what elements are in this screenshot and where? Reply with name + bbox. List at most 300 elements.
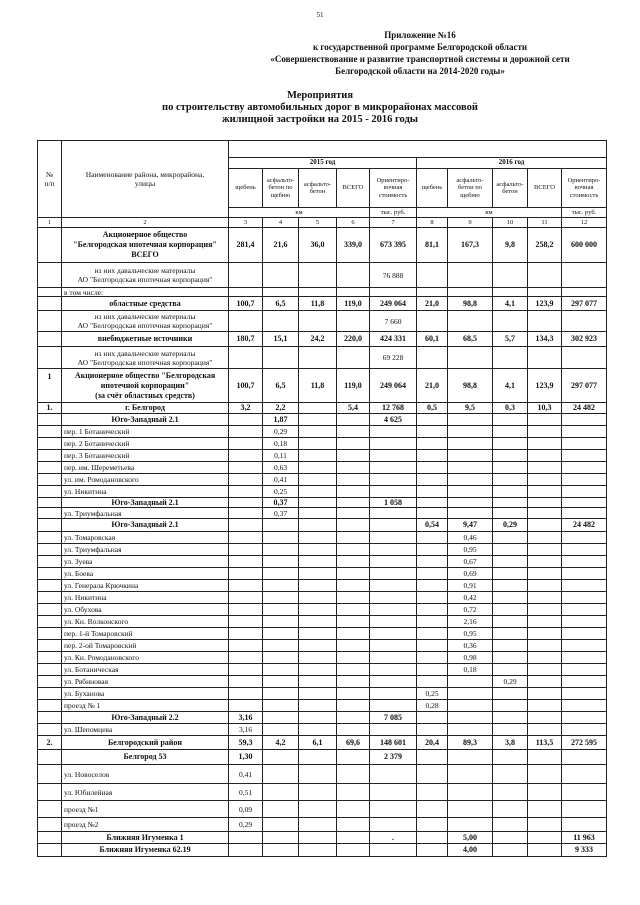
asphalt-on-gravel-2015-cell: 0,37 <box>263 498 299 508</box>
asphalt-on-gravel-2016-cell: 9,5 <box>448 403 493 414</box>
cost-2015-cell: 76 888 <box>370 263 417 288</box>
cost-2015-cell <box>370 844 417 857</box>
cost-2015-cell <box>370 450 417 462</box>
total-2016-cell <box>528 616 562 628</box>
cost-2016-cell <box>562 801 607 818</box>
asphalt-2015-cell <box>299 438 337 450</box>
cost-2015-cell <box>370 519 417 532</box>
gravel-2015-cell <box>229 426 263 438</box>
cost-2015-cell <box>370 438 417 450</box>
appendix-line: «Совершенствование и развитие транспортной системы и дорожной сети <box>270 54 570 64</box>
gravel-2016-cell: 0,54 <box>417 519 448 532</box>
gravel-2015-cell <box>229 844 263 857</box>
total-2015-cell <box>337 652 370 664</box>
row-name-cell: ул. Кн. Ромодановского <box>62 652 229 664</box>
asphalt-2015-cell <box>299 712 337 724</box>
row-number-cell: 1 <box>38 369 62 403</box>
cost-2016-cell <box>562 462 607 474</box>
asphalt-2015-cell <box>299 604 337 616</box>
cost-2016-cell <box>562 652 607 664</box>
gravel-2015-cell: 3,16 <box>229 712 263 724</box>
column-number: 8 <box>417 218 448 228</box>
table-row <box>38 263 607 288</box>
asphalt-2015-cell <box>299 592 337 604</box>
road-construction-table <box>37 140 607 857</box>
row-number-cell <box>38 784 62 801</box>
total-2015-cell: 119,0 <box>337 297 370 311</box>
header-asphalt-2015: асфальто- бетон <box>299 169 337 208</box>
row-number-cell <box>38 347 62 369</box>
gravel-2016-cell <box>417 664 448 676</box>
asphalt-2015-cell: 11,8 <box>299 369 337 403</box>
table-row <box>38 450 607 462</box>
page-number: 51 <box>316 11 324 19</box>
total-2015-cell <box>337 724 370 736</box>
cost-2016-cell <box>562 750 607 765</box>
cost-2016-cell <box>562 544 607 556</box>
asphalt-2015-cell <box>299 832 337 844</box>
row-name-cell: ул. Никитина <box>62 486 229 498</box>
asphalt-2016-cell <box>493 765 528 784</box>
asphalt-2015-cell <box>299 263 337 288</box>
gravel-2015-cell <box>229 263 263 288</box>
row-name-cell: ул. Боева <box>62 568 229 580</box>
total-2016-cell <box>528 765 562 784</box>
row-number-cell <box>38 712 62 724</box>
gravel-2016-cell <box>417 498 448 508</box>
row-name-cell: ул. Юбилейная <box>62 784 229 801</box>
asphalt-2016-cell <box>493 750 528 765</box>
table-row <box>38 462 607 474</box>
column-number: 3 <box>229 218 263 228</box>
asphalt-on-gravel-2015-cell <box>263 604 299 616</box>
asphalt-2016-cell <box>493 556 528 568</box>
asphalt-2016-cell <box>493 664 528 676</box>
cost-2016-cell: 297 077 <box>562 297 607 311</box>
total-2016-cell <box>528 580 562 592</box>
cost-2016-cell <box>562 414 607 426</box>
row-number-cell <box>38 311 62 332</box>
asphalt-2015-cell <box>299 765 337 784</box>
cost-2016-cell <box>562 568 607 580</box>
column-number: 12 <box>562 218 607 228</box>
asphalt-2016-cell <box>493 640 528 652</box>
row-number-cell <box>38 832 62 844</box>
column-number: 6 <box>337 218 370 228</box>
asphalt-on-gravel-2016-cell <box>448 426 493 438</box>
asphalt-on-gravel-2016-cell: 0,95 <box>448 628 493 640</box>
asphalt-on-gravel-2015-cell: 1,87 <box>263 414 299 426</box>
unit-cost-2016: тыс. руб. <box>562 208 607 218</box>
gravel-2016-cell <box>417 616 448 628</box>
asphalt-2015-cell <box>299 347 337 369</box>
gravel-2015-cell <box>229 474 263 486</box>
row-number-cell <box>38 486 62 498</box>
cost-2015-cell <box>370 604 417 616</box>
table-row <box>38 844 607 857</box>
asphalt-2016-cell <box>493 688 528 700</box>
asphalt-on-gravel-2016-cell <box>448 288 493 297</box>
total-2015-cell <box>337 568 370 580</box>
asphalt-2015-cell <box>299 664 337 676</box>
cost-2015-cell: 12 768 <box>370 403 417 414</box>
cost-2015-cell: 7 660 <box>370 311 417 332</box>
asphalt-2015-cell <box>299 801 337 818</box>
total-2015-cell <box>337 640 370 652</box>
cost-2015-cell <box>370 676 417 688</box>
row-name-cell: Белгород 53 <box>62 750 229 765</box>
asphalt-2016-cell: 0,29 <box>493 676 528 688</box>
cost-2015-cell <box>370 486 417 498</box>
table-row <box>38 765 607 784</box>
header-gravel-2015: щебень <box>229 169 263 208</box>
asphalt-2016-cell: 4,1 <box>493 297 528 311</box>
row-number-cell <box>38 700 62 712</box>
asphalt-on-gravel-2016-cell <box>448 474 493 486</box>
table-row <box>38 712 607 724</box>
asphalt-2015-cell <box>299 556 337 568</box>
column-number: 7 <box>370 218 417 228</box>
cost-2016-cell <box>562 765 607 784</box>
total-2015-cell <box>337 288 370 297</box>
asphalt-on-gravel-2015-cell <box>263 818 299 832</box>
asphalt-2015-cell <box>299 519 337 532</box>
asphalt-2016-cell <box>493 311 528 332</box>
asphalt-on-gravel-2016-cell: 89,3 <box>448 736 493 750</box>
total-2016-cell <box>528 750 562 765</box>
cost-2016-cell <box>562 592 607 604</box>
asphalt-2016-cell <box>493 498 528 508</box>
gravel-2015-cell: 0,09 <box>229 801 263 818</box>
table-row <box>38 414 607 426</box>
column-number: 1 <box>38 218 62 228</box>
gravel-2016-cell: 0,25 <box>417 688 448 700</box>
total-2016-cell <box>528 462 562 474</box>
cost-2016-cell <box>562 724 607 736</box>
asphalt-2015-cell: 36,0 <box>299 228 337 263</box>
cost-2015-cell <box>370 784 417 801</box>
total-2015-cell <box>337 519 370 532</box>
cost-2015-cell: 424 331 <box>370 332 417 347</box>
total-2016-cell <box>528 556 562 568</box>
asphalt-2016-cell <box>493 462 528 474</box>
gravel-2016-cell <box>417 628 448 640</box>
cost-2016-cell <box>562 604 607 616</box>
asphalt-on-gravel-2016-cell: 0,36 <box>448 640 493 652</box>
asphalt-on-gravel-2016-cell: 2,16 <box>448 616 493 628</box>
heading-line: жилищной застройки на 2015 - 2016 годы <box>222 114 418 125</box>
gravel-2015-cell <box>229 700 263 712</box>
asphalt-on-gravel-2016-cell: 98,8 <box>448 297 493 311</box>
row-number-cell <box>38 414 62 426</box>
cost-2016-cell <box>562 347 607 369</box>
cost-2016-cell <box>562 508 607 519</box>
appendix-line: к государственной программе Белгородской области <box>312 42 528 52</box>
asphalt-on-gravel-2016-cell: 167,3 <box>448 228 493 263</box>
asphalt-on-gravel-2015-cell <box>263 664 299 676</box>
header-asphalt-on-gravel-2015: асфальто- бетон по щебню <box>263 169 299 208</box>
cost-2016-cell <box>562 311 607 332</box>
row-number-cell <box>38 438 62 450</box>
cost-2015-cell <box>370 568 417 580</box>
cost-2016-cell: 24 482 <box>562 519 607 532</box>
row-number-cell <box>38 474 62 486</box>
table-row <box>38 616 607 628</box>
row-number-cell <box>38 544 62 556</box>
row-name-cell: ул. Кн. Волконского <box>62 616 229 628</box>
cost-2016-cell <box>562 263 607 288</box>
asphalt-2015-cell <box>299 640 337 652</box>
gravel-2016-cell <box>417 426 448 438</box>
asphalt-on-gravel-2016-cell: 0,69 <box>448 568 493 580</box>
gravel-2015-cell <box>229 592 263 604</box>
asphalt-2015-cell <box>299 450 337 462</box>
cost-2015-cell: 69 228 <box>370 347 417 369</box>
gravel-2016-cell <box>417 438 448 450</box>
row-number-cell <box>38 688 62 700</box>
gravel-2016-cell <box>417 818 448 832</box>
row-number-cell <box>38 532 62 544</box>
table-row <box>38 486 607 498</box>
asphalt-on-gravel-2015-cell <box>263 832 299 844</box>
row-name-cell: пер. 2 Ботанический <box>62 438 229 450</box>
total-2015-cell <box>337 765 370 784</box>
cost-2016-cell: 272 595 <box>562 736 607 750</box>
cost-2015-cell: 673 395 <box>370 228 417 263</box>
cost-2015-cell <box>370 652 417 664</box>
header-name: Наименование района, микрорайона, улицы <box>62 141 229 218</box>
row-name-cell: ул. Томаровская <box>62 532 229 544</box>
gravel-2015-cell: 100,7 <box>229 297 263 311</box>
asphalt-on-gravel-2016-cell <box>448 486 493 498</box>
appendix-line: Белгородской области на 2014-2020 годы» <box>335 66 505 76</box>
row-number-cell <box>38 592 62 604</box>
cost-2015-cell <box>370 592 417 604</box>
asphalt-on-gravel-2015-cell <box>263 750 299 765</box>
asphalt-2016-cell <box>493 450 528 462</box>
row-number-cell <box>38 676 62 688</box>
table-row <box>38 784 607 801</box>
cost-2016-cell <box>562 580 607 592</box>
row-name-cell: ул. Шепомцева <box>62 724 229 736</box>
gravel-2015-cell <box>229 450 263 462</box>
row-name-cell: ул. Обухова <box>62 604 229 616</box>
asphalt-on-gravel-2015-cell: 0,29 <box>263 426 299 438</box>
gravel-2016-cell <box>417 474 448 486</box>
row-name-cell: ул. Генерала Крючкина <box>62 580 229 592</box>
total-2015-cell <box>337 532 370 544</box>
asphalt-on-gravel-2015-cell <box>263 592 299 604</box>
asphalt-on-gravel-2016-cell <box>448 263 493 288</box>
total-2015-cell: 220,0 <box>337 332 370 347</box>
row-name-cell: областные средства <box>62 297 229 311</box>
table-row <box>38 568 607 580</box>
total-2016-cell <box>528 640 562 652</box>
unit-cost-2015: тыс. руб. <box>370 208 417 218</box>
table-row <box>38 508 607 519</box>
asphalt-on-gravel-2016-cell <box>448 765 493 784</box>
gravel-2015-cell <box>229 580 263 592</box>
asphalt-2016-cell <box>493 544 528 556</box>
row-number-cell <box>38 508 62 519</box>
row-number-cell <box>38 263 62 288</box>
asphalt-on-gravel-2015-cell <box>263 652 299 664</box>
table-row <box>38 228 607 263</box>
asphalt-2016-cell <box>493 486 528 498</box>
asphalt-on-gravel-2016-cell <box>448 750 493 765</box>
asphalt-on-gravel-2016-cell <box>448 438 493 450</box>
table-row <box>38 438 607 450</box>
asphalt-on-gravel-2015-cell <box>263 724 299 736</box>
asphalt-2016-cell <box>493 568 528 580</box>
gravel-2015-cell <box>229 438 263 450</box>
column-number: 11 <box>528 218 562 228</box>
asphalt-2015-cell <box>299 700 337 712</box>
asphalt-on-gravel-2016-cell: 0,67 <box>448 556 493 568</box>
asphalt-2015-cell <box>299 486 337 498</box>
table-row <box>38 676 607 688</box>
row-number-cell: 2. <box>38 736 62 750</box>
row-number-cell <box>38 664 62 676</box>
total-2016-cell <box>528 414 562 426</box>
total-2015-cell <box>337 700 370 712</box>
gravel-2016-cell <box>417 652 448 664</box>
total-2016-cell: 113,5 <box>528 736 562 750</box>
gravel-2016-cell <box>417 676 448 688</box>
cost-2015-cell <box>370 616 417 628</box>
asphalt-on-gravel-2015-cell: 0,18 <box>263 438 299 450</box>
asphalt-2015-cell <box>299 844 337 857</box>
asphalt-on-gravel-2015-cell: 0,25 <box>263 486 299 498</box>
header-band <box>229 141 607 158</box>
gravel-2015-cell <box>229 462 263 474</box>
row-name-cell: пер. им. Шереметьева <box>62 462 229 474</box>
row-number-cell <box>38 556 62 568</box>
total-2016-cell <box>528 688 562 700</box>
asphalt-on-gravel-2015-cell <box>263 556 299 568</box>
total-2016-cell <box>528 311 562 332</box>
asphalt-2015-cell: 11,8 <box>299 297 337 311</box>
asphalt-2016-cell <box>493 288 528 297</box>
row-name-cell: пер. 1-й Томаровский <box>62 628 229 640</box>
asphalt-2015-cell <box>299 311 337 332</box>
total-2015-cell <box>337 263 370 288</box>
row-number-cell <box>38 332 62 347</box>
cost-2015-cell: 1 058 <box>370 498 417 508</box>
table-row <box>38 556 607 568</box>
asphalt-on-gravel-2015-cell: 6,5 <box>263 297 299 311</box>
gravel-2016-cell <box>417 311 448 332</box>
total-2015-cell <box>337 844 370 857</box>
asphalt-on-gravel-2016-cell: 0,42 <box>448 592 493 604</box>
row-name-cell: ул. Новоселов <box>62 765 229 784</box>
total-2016-cell <box>528 724 562 736</box>
asphalt-on-gravel-2015-cell <box>263 568 299 580</box>
header-number-sign: № <box>45 170 54 179</box>
asphalt-2015-cell <box>299 426 337 438</box>
cost-2015-cell: 7 085 <box>370 712 417 724</box>
gravel-2015-cell: 3,16 <box>229 724 263 736</box>
row-number-cell <box>38 765 62 784</box>
gravel-2015-cell: 3,2 <box>229 403 263 414</box>
total-2015-cell <box>337 580 370 592</box>
asphalt-2016-cell <box>493 832 528 844</box>
asphalt-2016-cell <box>493 628 528 640</box>
total-2016-cell: 123,9 <box>528 369 562 403</box>
gravel-2015-cell <box>229 568 263 580</box>
asphalt-on-gravel-2016-cell: 0,95 <box>448 544 493 556</box>
document-heading <box>80 90 560 126</box>
total-2016-cell <box>528 832 562 844</box>
total-2015-cell <box>337 801 370 818</box>
row-name-cell: Юго-Западный 2.1 <box>62 498 229 508</box>
row-name-cell: ул. Триумфальная <box>62 508 229 519</box>
asphalt-2015-cell <box>299 568 337 580</box>
cost-2016-cell <box>562 486 607 498</box>
asphalt-on-gravel-2015-cell: 2,2 <box>263 403 299 414</box>
asphalt-on-gravel-2016-cell: 0,98 <box>448 652 493 664</box>
gravel-2016-cell <box>417 347 448 369</box>
gravel-2016-cell: 21,0 <box>417 297 448 311</box>
asphalt-2016-cell <box>493 712 528 724</box>
gravel-2015-cell: 59,3 <box>229 736 263 750</box>
gravel-2015-cell: 281,4 <box>229 228 263 263</box>
total-2015-cell <box>337 486 370 498</box>
gravel-2016-cell <box>417 844 448 857</box>
asphalt-2016-cell <box>493 652 528 664</box>
asphalt-2016-cell <box>493 474 528 486</box>
total-2015-cell: 69,6 <box>337 736 370 750</box>
asphalt-2016-cell <box>493 844 528 857</box>
row-number-cell <box>38 652 62 664</box>
table-row <box>38 652 607 664</box>
total-2016-cell <box>528 263 562 288</box>
asphalt-on-gravel-2016-cell: 0,18 <box>448 664 493 676</box>
cost-2016-cell <box>562 700 607 712</box>
table-row <box>38 832 607 844</box>
gravel-2016-cell <box>417 568 448 580</box>
row-name-cell: ул. Рябиновая <box>62 676 229 688</box>
gravel-2016-cell <box>417 604 448 616</box>
header-cost-2016: Ориентиро- вочная стоимость <box>562 169 607 208</box>
appendix-title: Приложение №16 <box>384 30 456 40</box>
table-row <box>38 592 607 604</box>
unit-km-2016: км <box>417 208 562 218</box>
table-row <box>38 297 607 311</box>
row-number-cell <box>38 628 62 640</box>
cost-2015-cell <box>370 628 417 640</box>
total-2016-cell: 134,3 <box>528 332 562 347</box>
total-2015-cell <box>337 592 370 604</box>
asphalt-on-gravel-2015-cell: 0,41 <box>263 474 299 486</box>
asphalt-2016-cell <box>493 263 528 288</box>
total-2016-cell <box>528 426 562 438</box>
asphalt-2016-cell: 0,3 <box>493 403 528 414</box>
gravel-2015-cell <box>229 486 263 498</box>
gravel-2015-cell <box>229 616 263 628</box>
row-name-cell: Акционерное общество "Белгородская ипотечной корпорации" (за счёт областных средств) <box>62 369 229 403</box>
cost-2016-cell <box>562 556 607 568</box>
asphalt-on-gravel-2015-cell <box>263 844 299 857</box>
total-2016-cell <box>528 652 562 664</box>
total-2015-cell <box>337 628 370 640</box>
asphalt-on-gravel-2016-cell <box>448 462 493 474</box>
total-2015-cell <box>337 616 370 628</box>
asphalt-2016-cell <box>493 414 528 426</box>
table-row <box>38 347 607 369</box>
row-name-cell: проезд №1 <box>62 801 229 818</box>
gravel-2016-cell: 60,1 <box>417 332 448 347</box>
